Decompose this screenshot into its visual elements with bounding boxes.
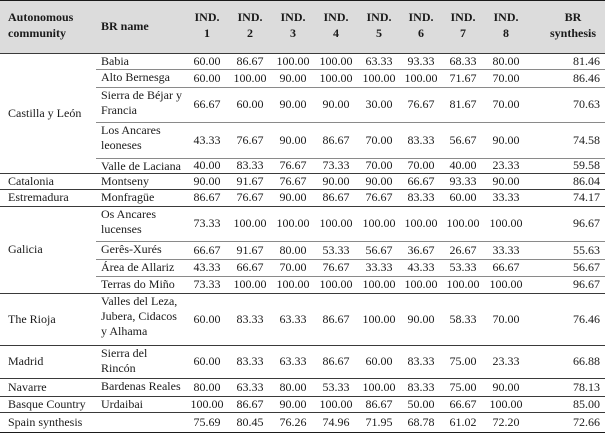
value-ind-4: 100.00 <box>319 216 353 230</box>
value-ind-3: 90.00 <box>279 190 307 204</box>
value-ind-2: 91.67 <box>236 174 264 188</box>
value-ind-4: 100.00 <box>319 71 353 85</box>
value-ind-3: 80.00 <box>279 243 307 257</box>
value-ind-3: 90.00 <box>279 71 307 85</box>
value-ind-2: 66.67 <box>236 260 264 274</box>
header-ind-1: 1 <box>204 26 210 40</box>
value-br-synthesis: 96.67 <box>573 216 600 230</box>
community-label: Castilla y León <box>8 106 82 120</box>
br-name: Valles del Leza, <box>101 294 178 308</box>
br-name: leoneses <box>101 138 142 152</box>
value-ind-2: 91.67 <box>236 243 264 257</box>
value-ind-6: 68.78 <box>407 415 435 429</box>
value-ind-7: 58.33 <box>449 312 477 326</box>
br-name: Rincón <box>101 361 136 375</box>
value-ind-7: 75.00 <box>449 354 477 368</box>
value-ind-8: 70.00 <box>492 312 520 326</box>
br-name: Sierra de Béjar y <box>101 88 182 102</box>
value-br-synthesis: 56.67 <box>573 260 600 274</box>
br-name: Valle de Laciana <box>101 159 181 173</box>
value-ind-5: 60.00 <box>365 354 393 368</box>
value-ind-8: 70.00 <box>492 97 520 111</box>
value-ind-5: 100.00 <box>362 312 396 326</box>
value-br-synthesis: 74.17 <box>573 190 600 204</box>
header-br-synthesis: synthesis <box>549 26 596 40</box>
value-ind-5: 100.00 <box>362 380 396 394</box>
value-ind-3: 100.00 <box>276 54 310 68</box>
value-ind-4: 86.67 <box>322 133 350 147</box>
value-ind-6: 83.33 <box>407 133 435 147</box>
value-ind-8: 66.67 <box>492 260 520 274</box>
value-ind-2: 60.00 <box>236 97 264 111</box>
row-rule <box>0 412 605 413</box>
value-ind-1: 100.00 <box>190 397 224 411</box>
value-ind-3: 80.00 <box>279 380 307 394</box>
value-br-synthesis: 59.58 <box>573 158 600 172</box>
row-rule <box>0 206 605 207</box>
value-ind-2: 83.33 <box>236 354 264 368</box>
value-br-synthesis: 85.00 <box>573 397 600 411</box>
value-ind-4: 53.33 <box>322 380 350 394</box>
row-rule <box>0 378 605 379</box>
value-ind-1: 66.67 <box>193 97 221 111</box>
value-ind-6: 43.33 <box>407 260 435 274</box>
value-ind-4: 90.00 <box>322 97 350 111</box>
value-ind-7: 68.33 <box>449 54 477 68</box>
value-ind-7: 71.67 <box>449 71 477 85</box>
br-name: Terras do Miño <box>101 277 175 291</box>
header-ind-5: 5 <box>376 26 382 40</box>
header-ind-6: 6 <box>418 26 424 40</box>
value-ind-4: 90.00 <box>322 174 350 188</box>
community-label: Catalonia <box>8 174 54 188</box>
br-name: Monfragüe <box>101 190 155 204</box>
value-ind-4: 53.33 <box>322 243 350 257</box>
value-ind-7: 40.00 <box>449 158 477 172</box>
value-br-synthesis: 76.46 <box>573 312 600 326</box>
value-ind-3: 63.33 <box>279 312 307 326</box>
value-ind-3: 90.00 <box>279 133 307 147</box>
value-br-synthesis: 74.58 <box>573 133 600 147</box>
value-ind-2: 100.00 <box>233 216 267 230</box>
value-ind-3: 90.00 <box>279 397 307 411</box>
br-name: Bardenas Reales <box>101 379 181 393</box>
value-br-synthesis: 66.88 <box>573 354 600 368</box>
value-br-synthesis: 81.46 <box>573 54 600 68</box>
value-ind-4: 86.67 <box>322 190 350 204</box>
header-ind-6: IND. <box>408 10 434 24</box>
value-ind-8: 70.00 <box>492 71 520 85</box>
value-ind-7: 53.33 <box>449 260 477 274</box>
value-ind-7: 81.67 <box>449 97 477 111</box>
value-ind-6: 93.33 <box>407 54 435 68</box>
value-ind-8: 100.00 <box>489 216 523 230</box>
header-ind-7: IND. <box>450 10 476 24</box>
value-ind-2: 63.33 <box>236 380 264 394</box>
br-name: Los Ancares <box>101 123 161 137</box>
value-ind-7: 100.00 <box>446 216 480 230</box>
value-ind-4: 73.33 <box>322 158 350 172</box>
header-ind-2: 2 <box>247 26 253 40</box>
value-ind-4: 74.96 <box>322 415 350 429</box>
value-ind-4: 86.67 <box>322 354 350 368</box>
value-ind-6: 50.00 <box>407 397 435 411</box>
header-ind-8: IND. <box>493 10 519 24</box>
value-ind-7: 93.33 <box>449 174 477 188</box>
value-br-synthesis: 55.63 <box>573 243 600 257</box>
value-ind-7: 66.67 <box>449 397 477 411</box>
value-ind-1: 73.33 <box>193 216 221 230</box>
value-ind-2: 83.33 <box>236 312 264 326</box>
value-ind-8: 33.33 <box>492 243 520 257</box>
br-name: Urdaibai <box>101 397 143 411</box>
value-ind-5: 33.33 <box>365 260 393 274</box>
value-ind-1: 66.67 <box>193 243 221 257</box>
value-ind-2: 100.00 <box>233 277 267 291</box>
value-ind-6: 83.33 <box>407 354 435 368</box>
value-ind-1: 80.00 <box>193 380 221 394</box>
value-ind-5: 30.00 <box>365 97 393 111</box>
community-label: Navarre <box>8 380 47 394</box>
value-ind-3: 100.00 <box>276 277 310 291</box>
value-ind-5: 86.67 <box>365 397 393 411</box>
value-ind-5: 100.00 <box>362 216 396 230</box>
value-ind-1: 40.00 <box>193 158 221 172</box>
header-br-name: BR name <box>101 19 149 33</box>
header-ind-3: IND. <box>280 10 306 24</box>
row-rule <box>0 345 605 346</box>
value-ind-3: 70.00 <box>279 260 307 274</box>
value-br-synthesis: 86.04 <box>573 174 600 188</box>
value-ind-4: 100.00 <box>319 397 353 411</box>
value-ind-7: 75.00 <box>449 380 477 394</box>
header-ind-4: IND. <box>323 10 349 24</box>
value-ind-7: 56.67 <box>449 133 477 147</box>
value-ind-8: 100.00 <box>489 397 523 411</box>
value-ind-2: 83.33 <box>236 158 264 172</box>
header-ind-7: 7 <box>460 26 466 40</box>
value-ind-1: 60.00 <box>193 71 221 85</box>
value-ind-1: 60.00 <box>193 354 221 368</box>
row-rule <box>96 122 605 123</box>
br-name: lucenses <box>101 222 142 236</box>
value-ind-8: 23.33 <box>492 158 520 172</box>
row-rule <box>0 293 605 294</box>
community-label: Basque Country <box>8 397 86 411</box>
value-ind-6: 36.67 <box>407 243 435 257</box>
br-name: Montseny <box>101 174 149 188</box>
value-ind-7: 61.02 <box>449 415 477 429</box>
header-ind-5: IND. <box>366 10 392 24</box>
header-br-synthesis: BR <box>564 10 582 24</box>
header-ind-8: 8 <box>503 26 509 40</box>
header-ind-3: 3 <box>290 26 296 40</box>
value-ind-1: 43.33 <box>193 260 221 274</box>
br-name: Sierra del <box>101 346 148 360</box>
value-ind-8: 80.00 <box>492 54 520 68</box>
value-ind-2: 86.67 <box>236 54 264 68</box>
value-ind-2: 76.67 <box>236 190 264 204</box>
br-name: Alto Bernesga <box>101 70 170 84</box>
row-rule <box>96 69 605 70</box>
value-ind-3: 90.00 <box>279 97 307 111</box>
value-ind-3: 76.67 <box>279 174 307 188</box>
value-ind-4: 100.00 <box>319 277 353 291</box>
header-ind-2: IND. <box>237 10 263 24</box>
value-ind-1: 73.33 <box>193 277 221 291</box>
community-label: The Rioja <box>8 312 56 326</box>
value-ind-4: 86.67 <box>322 312 350 326</box>
value-ind-7: 60.00 <box>449 190 477 204</box>
value-ind-2: 80.45 <box>236 415 264 429</box>
value-ind-1: 60.00 <box>193 312 221 326</box>
value-ind-8: 100.00 <box>489 277 523 291</box>
header-community: Autonomous <box>8 10 74 24</box>
value-ind-2: 100.00 <box>233 71 267 85</box>
value-br-synthesis: 78.13 <box>573 380 600 394</box>
br-name: Babia <box>101 54 129 68</box>
value-ind-6: 100.00 <box>404 71 438 85</box>
value-ind-6: 83.33 <box>407 380 435 394</box>
value-br-synthesis: 70.63 <box>573 97 600 111</box>
br-name: Gerês-Xurés <box>101 242 162 256</box>
community-label: Madrid <box>8 354 44 368</box>
value-br-synthesis: 72.66 <box>573 415 600 429</box>
value-ind-5: 76.67 <box>365 190 393 204</box>
value-br-synthesis: 86.46 <box>573 71 600 85</box>
value-ind-1: 90.00 <box>193 174 221 188</box>
value-ind-3: 76.26 <box>279 415 307 429</box>
value-ind-6: 76.67 <box>407 97 435 111</box>
value-br-synthesis: 96.67 <box>573 277 600 291</box>
value-ind-1: 86.67 <box>193 190 221 204</box>
value-ind-8: 90.00 <box>492 174 520 188</box>
value-ind-2: 86.67 <box>236 397 264 411</box>
header-community: community <box>8 26 66 40</box>
value-ind-8: 23.33 <box>492 354 520 368</box>
value-ind-8: 90.00 <box>492 133 520 147</box>
br-name: y Alhama <box>101 324 148 338</box>
value-ind-5: 71.95 <box>365 415 393 429</box>
value-ind-4: 100.00 <box>319 54 353 68</box>
value-ind-8: 33.33 <box>492 190 520 204</box>
value-ind-5: 100.00 <box>362 277 396 291</box>
value-ind-3: 63.33 <box>279 354 307 368</box>
value-ind-5: 90.00 <box>365 174 393 188</box>
value-ind-5: 100.00 <box>362 71 396 85</box>
value-ind-6: 100.00 <box>404 277 438 291</box>
value-ind-6: 70.00 <box>407 158 435 172</box>
value-ind-3: 100.00 <box>276 216 310 230</box>
value-ind-5: 63.33 <box>365 54 393 68</box>
community-label: Galicia <box>8 242 43 256</box>
value-ind-3: 76.67 <box>279 158 307 172</box>
community-label: Estremadura <box>8 190 69 204</box>
header-ind-4: 4 <box>333 26 339 40</box>
br-name: Área de Allariz <box>101 260 175 274</box>
value-ind-2: 76.67 <box>236 133 264 147</box>
br-name: Os Ancares <box>101 207 156 221</box>
row-rule <box>96 241 605 242</box>
row-rule <box>0 0 605 1</box>
value-ind-8: 90.00 <box>492 380 520 394</box>
value-ind-5: 56.67 <box>365 243 393 257</box>
br-name: Francia <box>101 103 137 117</box>
header-ind-1: IND. <box>194 10 220 24</box>
value-ind-4: 76.67 <box>322 260 350 274</box>
community-label: Spain synthesis <box>8 415 83 429</box>
value-ind-7: 26.67 <box>449 243 477 257</box>
value-ind-7: 100.00 <box>446 277 480 291</box>
value-ind-8: 72.20 <box>492 415 520 429</box>
value-ind-1: 60.00 <box>193 54 221 68</box>
br-name: Jubera, Cidacos <box>101 309 177 323</box>
row-rule <box>0 432 605 433</box>
value-ind-1: 75.69 <box>193 415 221 429</box>
value-ind-5: 70.00 <box>365 158 393 172</box>
value-ind-6: 66.67 <box>407 174 435 188</box>
value-ind-1: 43.33 <box>193 133 221 147</box>
value-ind-6: 100.00 <box>404 216 438 230</box>
value-ind-6: 83.33 <box>407 190 435 204</box>
value-ind-5: 70.00 <box>365 133 393 147</box>
value-ind-6: 90.00 <box>407 312 435 326</box>
